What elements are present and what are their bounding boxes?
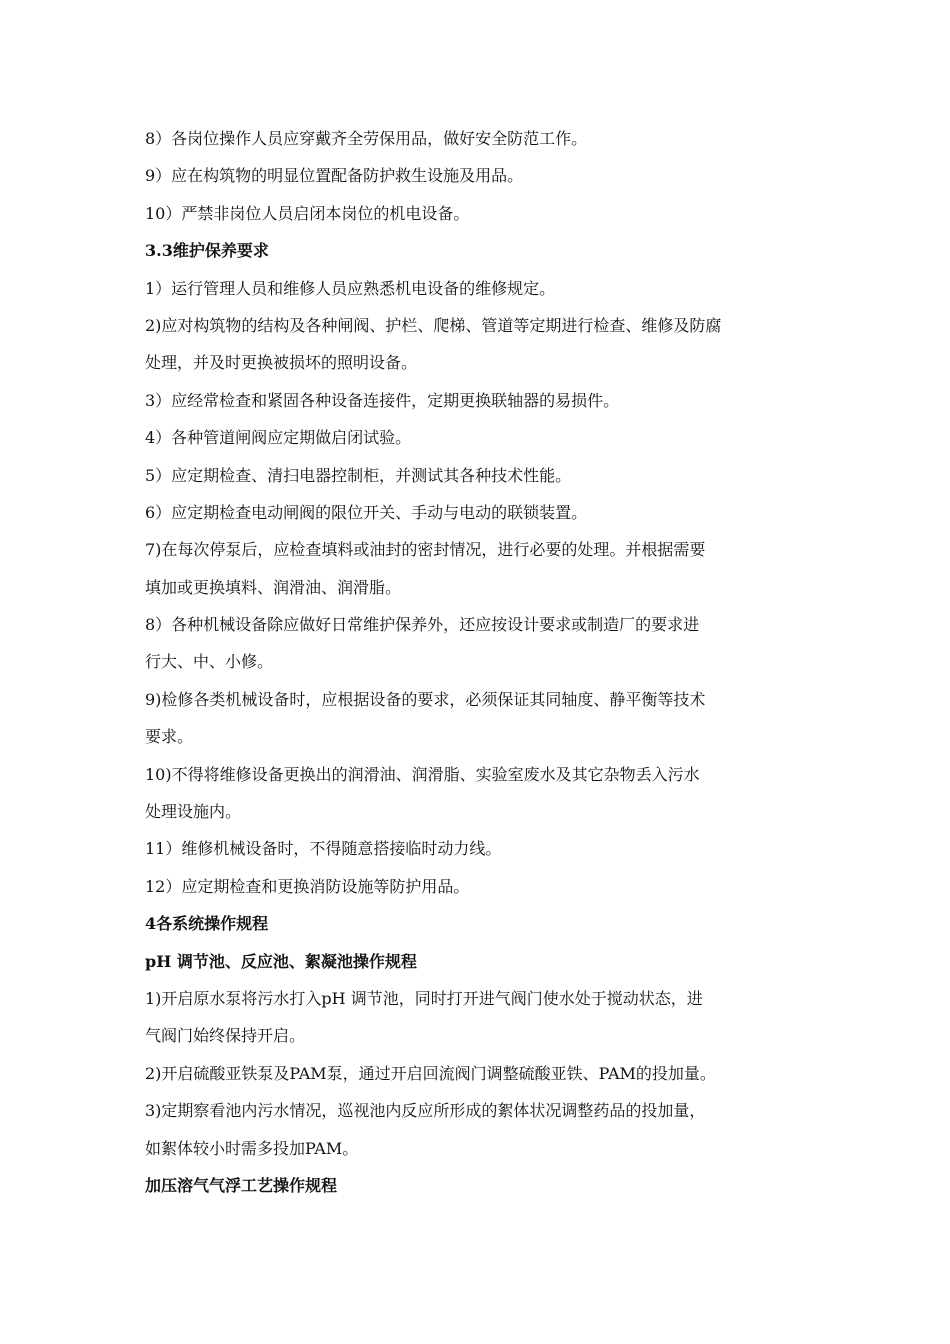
- text-line: 1)开启原水泵将污水打入pH 调节池，同时打开进气阀门使水处于搅动状态，进: [145, 988, 703, 1008]
- text-line: 9）应在构筑物的明显位置配备防护救生设施及用品。: [145, 166, 524, 186]
- text-line: 10）严禁非岗位人员启闭本岗位的机电设备。: [145, 203, 470, 223]
- text-line: 要求。: [145, 727, 194, 747]
- text-line: 6）应定期检查电动闸阀的限位开关、手动与电动的联锁装置。: [145, 502, 588, 522]
- text-line: 填加或更换填料、润滑油、润滑脂。: [145, 577, 402, 597]
- section-heading: 3.3维护保养要求: [145, 241, 269, 261]
- text-line: 3)定期察看池内污水情况，巡视池内反应所形成的絮体状况调整药品的投加量，: [145, 1101, 706, 1121]
- text-line: 4）各种管道闸阀应定期做启闭试验。: [145, 428, 412, 448]
- text-line: 10)不得将维修设备更换出的润滑油、润滑脂、实验室废水及其它杂物丢入污水: [145, 764, 700, 784]
- section-heading: 4各系统操作规程: [145, 914, 269, 934]
- text-line: 2)应对构筑物的结构及各种闸阀、护栏、爬梯、管道等定期进行检查、维修及防腐: [145, 315, 722, 335]
- text-line: 如絮体较小时需多投加PAM。: [145, 1138, 359, 1158]
- text-line: 8）各岗位操作人员应穿戴齐全劳保用品，做好安全防范工作。: [145, 129, 588, 148]
- text-line: 行大、中、小修。: [145, 652, 274, 672]
- text-line: 2)开启硫酸亚铁泵及PAM泵，通过开启回流阀门调整硫酸亚铁、PAM的投加量。: [145, 1063, 716, 1083]
- section-heading: pH 调节池、反应池、絮凝池操作规程: [145, 951, 417, 971]
- document-body: [145, 120, 810, 1204]
- text-line: 12）应定期检查和更换消防设施等防护用品。: [145, 876, 470, 896]
- text-line: 3）应经常检查和紧固各种设备连接件，定期更换联轴器的易损件。: [145, 390, 620, 410]
- text-line: 8）各种机械设备除应做好日常维护保养外，还应按设计要求或制造厂的要求进: [145, 615, 700, 635]
- section-heading: 加压溶气气浮工艺操作规程: [145, 1175, 338, 1195]
- text-line: 7)在每次停泵后，应检查填料或油封的密封情况，进行必要的处理。并根据需要: [145, 540, 706, 560]
- text-line: 处理，并及时更换被损坏的照明设备。: [145, 353, 418, 373]
- text-line: 9)检修各类机械设备时，应根据设备的要求，必须保证其同轴度、静平衡等技术: [145, 689, 706, 709]
- text-line: 气阀门始终保持开启。: [145, 1026, 306, 1046]
- text-line: 1）运行管理人员和维修人员应熟悉机电设备的维修规定。: [145, 278, 556, 298]
- text-line: 处理设施内。: [145, 802, 242, 822]
- text-line: 5）应定期检查、清扫电器控制柜，并测试其各种技术性能。: [145, 465, 572, 485]
- text-line: 11）维修机械设备时，不得随意搭接临时动力线。: [145, 839, 502, 859]
